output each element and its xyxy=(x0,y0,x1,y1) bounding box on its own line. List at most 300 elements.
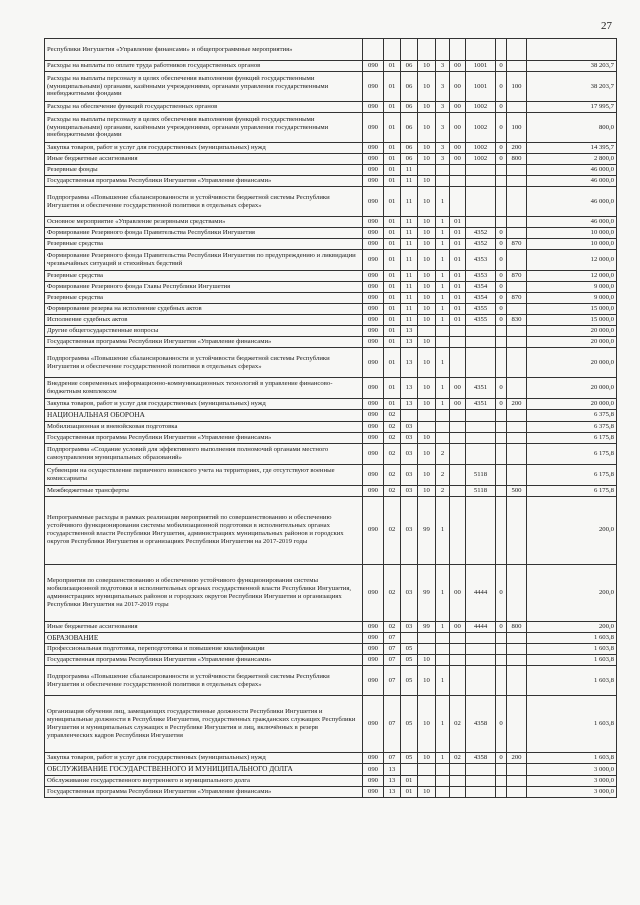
table-row xyxy=(45,228,617,239)
table-row xyxy=(45,666,617,696)
expense-name: Государственная программа Республики Ингушетия «Управление финансами» xyxy=(45,176,363,187)
expense-name: Иные бюджетные ассигнования xyxy=(45,621,363,632)
code-direction xyxy=(466,786,496,797)
code-gr: 090 xyxy=(363,443,384,464)
code-vr xyxy=(507,39,527,61)
code-program: 10 xyxy=(418,102,436,113)
code-program xyxy=(418,632,436,644)
amount-cell: 1 603,8 xyxy=(527,644,617,655)
code-ext xyxy=(496,187,507,217)
table-row xyxy=(45,143,617,154)
code-rz: 01 xyxy=(384,378,401,399)
amount-cell: 17 995,7 xyxy=(527,102,617,113)
code-ext xyxy=(496,644,507,655)
code-rz: 02 xyxy=(384,621,401,632)
code-pr: 11 xyxy=(401,228,418,239)
amount-cell: 10 000,0 xyxy=(527,228,617,239)
code-direction xyxy=(466,632,496,644)
amount-cell xyxy=(527,39,617,61)
code-subprogram xyxy=(436,632,450,644)
table-row xyxy=(45,399,617,410)
code-direction: 4351 xyxy=(466,378,496,399)
code-gr: 090 xyxy=(363,326,384,337)
code-pr: 06 xyxy=(401,113,418,143)
code-pr: 11 xyxy=(401,176,418,187)
code-pr xyxy=(401,632,418,644)
code-program xyxy=(418,644,436,655)
expense-name: ОБСЛУЖИВАНИЕ ГОСУДАРСТВЕННОГО И МУНИЦИПАЛЬНОГО ДОЛГА xyxy=(45,764,363,776)
code-event: 02 xyxy=(450,753,466,764)
amount-cell: 800,0 xyxy=(527,113,617,143)
table-row xyxy=(45,217,617,228)
code-pr: 13 xyxy=(401,378,418,399)
code-program: 10 xyxy=(418,337,436,348)
code-rz: 01 xyxy=(384,228,401,239)
code-subprogram: 1 xyxy=(436,271,450,282)
code-subprogram xyxy=(436,775,450,786)
code-direction: 4355 xyxy=(466,315,496,326)
code-vr xyxy=(507,337,527,348)
code-direction xyxy=(466,165,496,176)
code-pr: 13 xyxy=(401,348,418,378)
amount-cell: 3 000,0 xyxy=(527,764,617,776)
code-vr xyxy=(507,775,527,786)
code-event xyxy=(450,655,466,666)
table-row xyxy=(45,250,617,271)
code-subprogram: 1 xyxy=(436,696,450,753)
table-row xyxy=(45,113,617,143)
code-direction xyxy=(466,655,496,666)
expense-name: Внедрение современных информационно-коммуникационных технологий в управление финансово-бюджетным комплексом xyxy=(45,378,363,399)
code-vr xyxy=(507,348,527,378)
code-event xyxy=(450,326,466,337)
amount-cell: 12 000,0 xyxy=(527,271,617,282)
code-direction xyxy=(466,187,496,217)
table-row xyxy=(45,496,617,564)
table-row xyxy=(45,293,617,304)
code-event: 00 xyxy=(450,113,466,143)
code-vr xyxy=(507,432,527,443)
code-pr: 03 xyxy=(401,564,418,621)
code-gr: 090 xyxy=(363,72,384,102)
expense-name: Основное мероприятие «Управление резервными средствами» xyxy=(45,217,363,228)
amount-cell: 6 175,8 xyxy=(527,443,617,464)
expense-name: Иные бюджетные ассигнования xyxy=(45,154,363,165)
code-subprogram xyxy=(436,655,450,666)
code-gr: 090 xyxy=(363,432,384,443)
code-ext xyxy=(496,632,507,644)
code-subprogram xyxy=(436,786,450,797)
code-subprogram: 3 xyxy=(436,154,450,165)
code-rz: 02 xyxy=(384,464,401,485)
expense-name: ОБРАЗОВАНИЕ xyxy=(45,632,363,644)
amount-cell: 1 603,8 xyxy=(527,696,617,753)
code-vr: 200 xyxy=(507,753,527,764)
code-event xyxy=(450,485,466,496)
expense-name: Подпрограмма «Повышение сбалансированности и устойчивости бюджетной системы Республики Ингушетия и обеспечение государственной политики в отдельных сферах» xyxy=(45,348,363,378)
table-row xyxy=(45,337,617,348)
code-vr: 100 xyxy=(507,72,527,102)
code-ext xyxy=(496,176,507,187)
expense-name: Формирование резерва на исполнение судебных актов xyxy=(45,304,363,315)
code-vr xyxy=(507,464,527,485)
code-direction: 4444 xyxy=(466,621,496,632)
code-rz: 01 xyxy=(384,282,401,293)
amount-cell: 20 000,0 xyxy=(527,326,617,337)
code-ext xyxy=(496,410,507,422)
expense-name: Формирование Резервного фонда Правительства Республики Ингушетия xyxy=(45,228,363,239)
code-rz: 01 xyxy=(384,304,401,315)
expense-name: Профессиональная подготовка, переподготовка и повышение квалификации xyxy=(45,644,363,655)
code-ext: 0 xyxy=(496,304,507,315)
table-row xyxy=(45,271,617,282)
code-pr: 01 xyxy=(401,775,418,786)
code-rz: 01 xyxy=(384,165,401,176)
code-ext: 0 xyxy=(496,293,507,304)
table-row xyxy=(45,187,617,217)
code-event xyxy=(450,775,466,786)
code-ext xyxy=(496,655,507,666)
amount-cell: 20 000,0 xyxy=(527,348,617,378)
amount-cell: 46 000,0 xyxy=(527,176,617,187)
code-event xyxy=(450,348,466,378)
code-pr: 13 xyxy=(401,399,418,410)
code-event xyxy=(450,443,466,464)
code-gr: 090 xyxy=(363,113,384,143)
amount-cell: 6 175,8 xyxy=(527,485,617,496)
code-program: 10 xyxy=(418,443,436,464)
code-subprogram: 1 xyxy=(436,187,450,217)
code-ext xyxy=(496,496,507,564)
code-pr: 11 xyxy=(401,165,418,176)
code-subprogram xyxy=(436,644,450,655)
expense-name: Обслуживание государственного внутреннего и муниципального долга xyxy=(45,775,363,786)
amount-cell: 46 000,0 xyxy=(527,187,617,217)
code-direction xyxy=(466,348,496,378)
code-event xyxy=(450,432,466,443)
code-direction xyxy=(466,644,496,655)
code-gr: 090 xyxy=(363,666,384,696)
code-pr: 11 xyxy=(401,315,418,326)
amount-cell: 46 000,0 xyxy=(527,217,617,228)
code-direction: 4353 xyxy=(466,250,496,271)
code-vr xyxy=(507,61,527,72)
expense-name: Непрограммные расходы в рамках реализации мероприятий по совершенствованию и обеспечению устойчивого функционирования системы мобилизационной подготовки в исполнительных органах государственной власти Республики Ингушетия, администрациях муниципальных районов и городских округов Республики Ингушетия и организациях Республики Ингушетия на 2017-2019 годы xyxy=(45,496,363,564)
amount-cell: 12 000,0 xyxy=(527,250,617,271)
code-pr: 11 xyxy=(401,271,418,282)
table-row xyxy=(45,39,617,61)
code-ext xyxy=(496,217,507,228)
code-pr: 03 xyxy=(401,496,418,564)
code-pr: 05 xyxy=(401,666,418,696)
code-ext: 0 xyxy=(496,282,507,293)
code-direction: 4358 xyxy=(466,696,496,753)
amount-cell: 9 000,0 xyxy=(527,282,617,293)
table-row xyxy=(45,786,617,797)
code-pr: 11 xyxy=(401,250,418,271)
code-subprogram: 1 xyxy=(436,282,450,293)
amount-cell: 200,0 xyxy=(527,496,617,564)
table-row xyxy=(45,421,617,432)
code-direction: 4352 xyxy=(466,239,496,250)
code-gr: 090 xyxy=(363,165,384,176)
code-event xyxy=(450,644,466,655)
code-pr: 03 xyxy=(401,464,418,485)
code-direction: 4354 xyxy=(466,282,496,293)
expense-name: Формирование Резервного фонда Правительства Республики Ингушетия по предупреждению и ликвидации чрезвычайных ситуаций и стихийных бедствий xyxy=(45,250,363,271)
code-program: 10 xyxy=(418,655,436,666)
code-program: 99 xyxy=(418,564,436,621)
code-direction xyxy=(466,217,496,228)
amount-cell: 2 800,0 xyxy=(527,154,617,165)
code-program: 10 xyxy=(418,432,436,443)
code-program: 10 xyxy=(418,143,436,154)
code-subprogram: 1 xyxy=(436,496,450,564)
code-subprogram: 3 xyxy=(436,72,450,102)
code-pr: 03 xyxy=(401,421,418,432)
code-program: 10 xyxy=(418,154,436,165)
budget-table-body xyxy=(45,39,617,798)
table-row xyxy=(45,564,617,621)
code-vr xyxy=(507,644,527,655)
code-event: 01 xyxy=(450,239,466,250)
code-event: 01 xyxy=(450,250,466,271)
code-gr: 090 xyxy=(363,187,384,217)
table-row xyxy=(45,326,617,337)
code-vr xyxy=(507,696,527,753)
code-gr: 090 xyxy=(363,315,384,326)
code-direction xyxy=(466,410,496,422)
code-rz: 01 xyxy=(384,293,401,304)
code-rz: 07 xyxy=(384,644,401,655)
code-program: 99 xyxy=(418,496,436,564)
amount-cell: 6 375,8 xyxy=(527,410,617,422)
code-gr: 090 xyxy=(363,410,384,422)
code-direction: 1002 xyxy=(466,143,496,154)
code-pr: 11 xyxy=(401,293,418,304)
code-ext xyxy=(496,39,507,61)
code-pr: 11 xyxy=(401,282,418,293)
code-ext xyxy=(496,348,507,378)
table-row xyxy=(45,282,617,293)
code-ext: 0 xyxy=(496,72,507,102)
expense-name: Закупка товаров, работ и услуг для государственных (муниципальных) нужд xyxy=(45,399,363,410)
code-event xyxy=(450,176,466,187)
code-direction xyxy=(466,496,496,564)
code-pr: 11 xyxy=(401,217,418,228)
code-subprogram: 1 xyxy=(436,399,450,410)
code-direction: 4444 xyxy=(466,564,496,621)
table-row xyxy=(45,485,617,496)
code-event: 00 xyxy=(450,564,466,621)
code-gr: 090 xyxy=(363,348,384,378)
code-vr xyxy=(507,443,527,464)
code-direction xyxy=(466,443,496,464)
code-direction: 1002 xyxy=(466,102,496,113)
expense-name: Резервные средства xyxy=(45,239,363,250)
code-pr: 11 xyxy=(401,187,418,217)
amount-cell: 1 603,8 xyxy=(527,655,617,666)
code-vr: 800 xyxy=(507,621,527,632)
code-event xyxy=(450,187,466,217)
code-vr xyxy=(507,421,527,432)
amount-cell: 15 000,0 xyxy=(527,315,617,326)
expense-name: Субвенции на осуществление первичного воинского учета на территориях, где отсутствуют военные комиссариаты xyxy=(45,464,363,485)
amount-cell: 6 175,8 xyxy=(527,464,617,485)
code-event: 01 xyxy=(450,315,466,326)
code-event xyxy=(450,764,466,776)
code-pr: 03 xyxy=(401,621,418,632)
code-vr xyxy=(507,666,527,696)
code-ext: 0 xyxy=(496,102,507,113)
code-rz: 02 xyxy=(384,564,401,621)
code-event: 01 xyxy=(450,282,466,293)
code-program: 10 xyxy=(418,464,436,485)
table-row xyxy=(45,443,617,464)
code-subprogram xyxy=(436,39,450,61)
code-direction: 4351 xyxy=(466,399,496,410)
code-program: 10 xyxy=(418,304,436,315)
table-row xyxy=(45,775,617,786)
code-event: 00 xyxy=(450,61,466,72)
code-subprogram: 2 xyxy=(436,464,450,485)
code-gr: 090 xyxy=(363,304,384,315)
code-gr: 090 xyxy=(363,271,384,282)
code-rz: 01 xyxy=(384,250,401,271)
code-gr: 090 xyxy=(363,421,384,432)
code-ext: 0 xyxy=(496,250,507,271)
code-gr: 090 xyxy=(363,621,384,632)
code-direction: 5118 xyxy=(466,485,496,496)
expense-name: Республики Ингушетия «Управление финансами» и общепрограммные мероприятия» xyxy=(45,39,363,61)
code-event xyxy=(450,464,466,485)
code-ext xyxy=(496,432,507,443)
code-rz: 01 xyxy=(384,348,401,378)
code-vr xyxy=(507,228,527,239)
code-subprogram xyxy=(436,165,450,176)
code-pr: 05 xyxy=(401,644,418,655)
code-rz: 02 xyxy=(384,485,401,496)
code-ext: 0 xyxy=(496,113,507,143)
code-rz: 02 xyxy=(384,421,401,432)
table-row xyxy=(45,304,617,315)
code-pr: 11 xyxy=(401,304,418,315)
code-program: 10 xyxy=(418,217,436,228)
code-subprogram: 2 xyxy=(436,443,450,464)
code-program: 10 xyxy=(418,176,436,187)
code-subprogram: 3 xyxy=(436,61,450,72)
code-event xyxy=(450,410,466,422)
expense-name: Расходы на выплаты персоналу в целях обеспечения выполнения функций государственными (муниципальными) органами, казёнными учреждениями, органами управления государственными внебюджетными фондами xyxy=(45,72,363,102)
code-direction: 5118 xyxy=(466,464,496,485)
code-ext: 0 xyxy=(496,61,507,72)
code-vr xyxy=(507,378,527,399)
code-program: 10 xyxy=(418,282,436,293)
code-gr: 090 xyxy=(363,154,384,165)
code-pr: 01 xyxy=(401,786,418,797)
expense-name: Резервные средства xyxy=(45,293,363,304)
code-rz: 13 xyxy=(384,786,401,797)
code-vr xyxy=(507,786,527,797)
expense-name: Государственная программа Республики Ингушетия «Управление финансами» xyxy=(45,655,363,666)
code-pr: 03 xyxy=(401,443,418,464)
code-pr: 06 xyxy=(401,143,418,154)
code-ext: 0 xyxy=(496,399,507,410)
code-direction: 4358 xyxy=(466,753,496,764)
code-ext xyxy=(496,786,507,797)
code-gr: 090 xyxy=(363,786,384,797)
table-row xyxy=(45,154,617,165)
code-subprogram: 1 xyxy=(436,293,450,304)
code-gr: 090 xyxy=(363,464,384,485)
code-rz: 07 xyxy=(384,753,401,764)
code-program: 10 xyxy=(418,293,436,304)
amount-cell: 20 000,0 xyxy=(527,378,617,399)
expense-name: Государственная программа Республики Ингушетия «Управление финансами» xyxy=(45,337,363,348)
code-gr: 090 xyxy=(363,293,384,304)
code-rz: 01 xyxy=(384,72,401,102)
code-pr: 05 xyxy=(401,696,418,753)
code-subprogram: 1 xyxy=(436,217,450,228)
code-rz: 01 xyxy=(384,271,401,282)
code-rz: 01 xyxy=(384,113,401,143)
code-subprogram: 1 xyxy=(436,228,450,239)
code-subprogram: 1 xyxy=(436,348,450,378)
code-rz: 07 xyxy=(384,655,401,666)
code-pr: 05 xyxy=(401,753,418,764)
code-program xyxy=(418,326,436,337)
code-direction xyxy=(466,39,496,61)
code-vr xyxy=(507,564,527,621)
code-subprogram: 1 xyxy=(436,304,450,315)
code-program: 10 xyxy=(418,72,436,102)
code-gr: 090 xyxy=(363,564,384,621)
code-vr: 870 xyxy=(507,293,527,304)
code-vr xyxy=(507,165,527,176)
code-event: 00 xyxy=(450,72,466,102)
amount-cell: 20 000,0 xyxy=(527,399,617,410)
code-event: 00 xyxy=(450,399,466,410)
code-rz xyxy=(384,39,401,61)
code-event: 01 xyxy=(450,228,466,239)
code-program: 10 xyxy=(418,239,436,250)
code-event xyxy=(450,421,466,432)
code-program xyxy=(418,764,436,776)
code-ext xyxy=(496,485,507,496)
code-subprogram xyxy=(436,326,450,337)
code-gr: 090 xyxy=(363,775,384,786)
code-vr xyxy=(507,102,527,113)
code-direction: 1001 xyxy=(466,61,496,72)
code-vr: 200 xyxy=(507,399,527,410)
code-ext: 0 xyxy=(496,154,507,165)
code-ext: 0 xyxy=(496,621,507,632)
expense-name: Закупка товаров, работ и услуг для государственных (муниципальных) нужд xyxy=(45,753,363,764)
code-rz: 07 xyxy=(384,666,401,696)
code-rz: 01 xyxy=(384,143,401,154)
code-vr: 100 xyxy=(507,113,527,143)
amount-cell: 200,0 xyxy=(527,621,617,632)
expense-name: Закупка товаров, работ и услуг для государственных (муниципальных) нужд xyxy=(45,143,363,154)
code-rz: 01 xyxy=(384,217,401,228)
code-vr xyxy=(507,410,527,422)
code-vr: 800 xyxy=(507,154,527,165)
code-gr: 090 xyxy=(363,250,384,271)
table-row xyxy=(45,696,617,753)
code-pr: 13 xyxy=(401,337,418,348)
code-subprogram: 1 xyxy=(436,666,450,696)
code-program: 10 xyxy=(418,271,436,282)
